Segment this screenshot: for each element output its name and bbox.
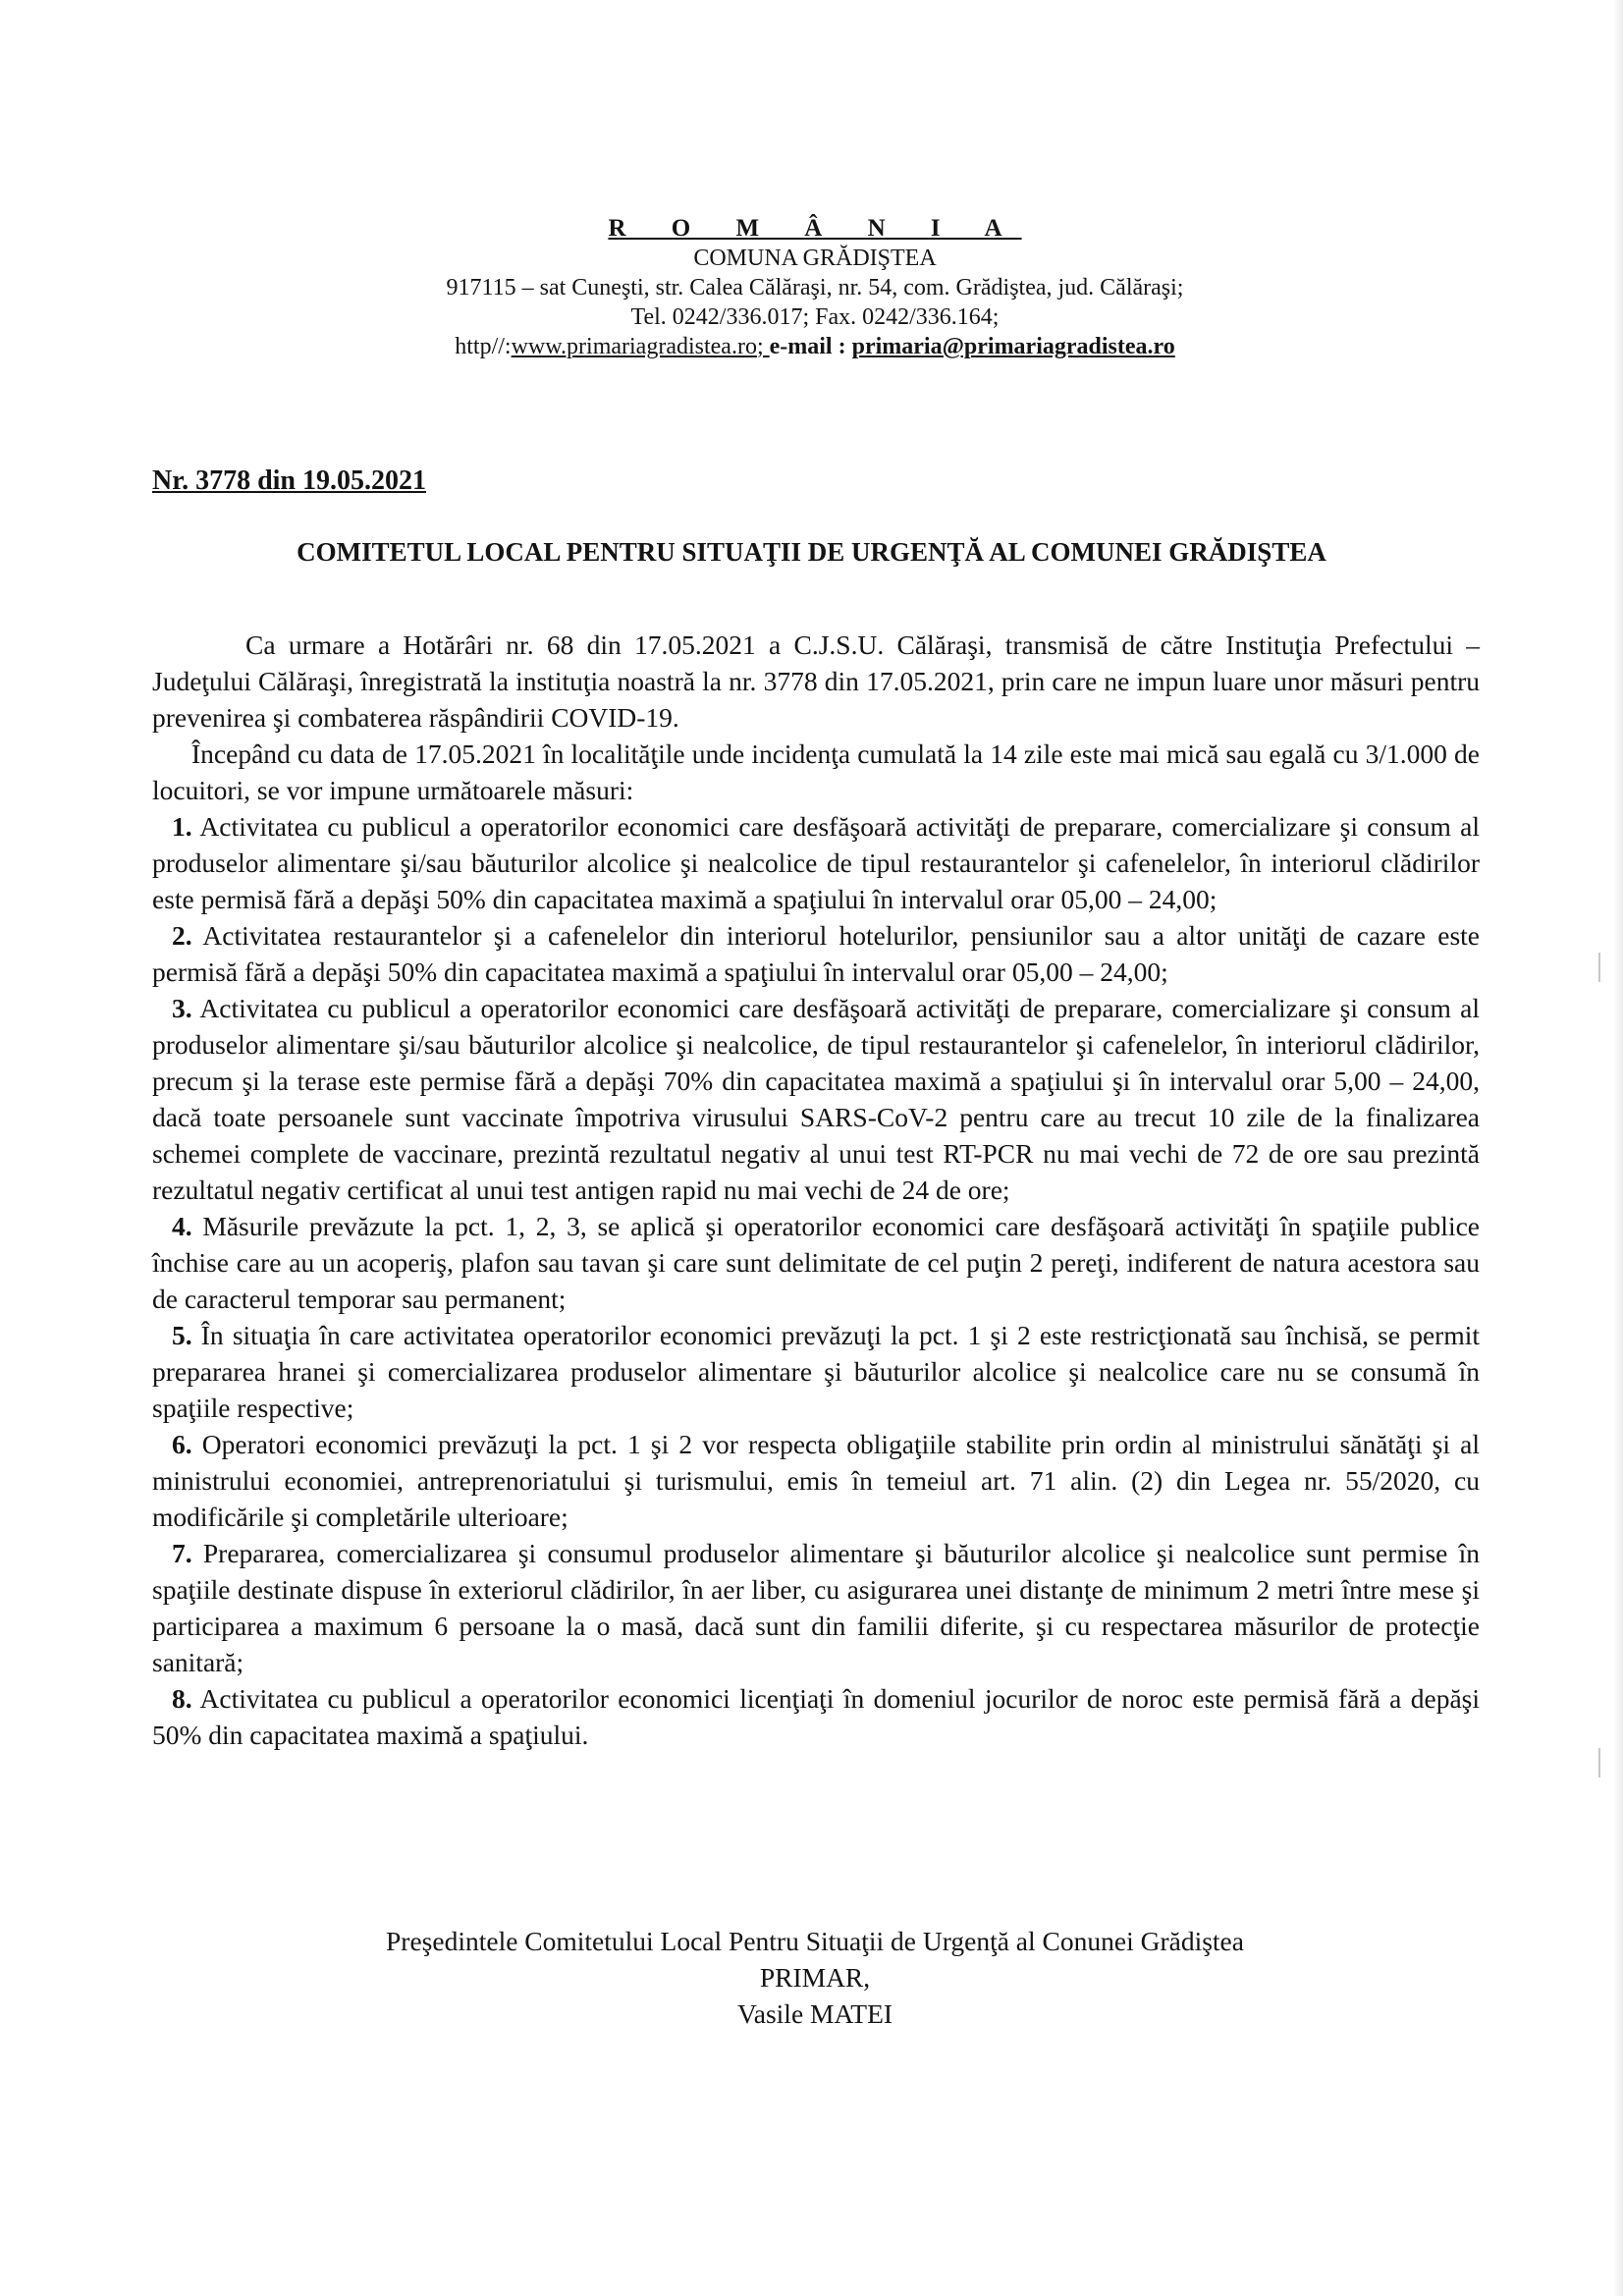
intro-paragraph: Începând cu data de 17.05.2021 în localităţile unde incidenţa cumulată la 14 zile este mai mică sau egală cu 3/1.000 de locuitori, se vor impune următoarele măsuri: bbox=[152, 738, 1480, 805]
signatory-title: PRIMAR, bbox=[759, 1962, 871, 1993]
measure-text: Activitatea cu publicul a operatorilor economici care desfăşoară activităţi de preparare, comercializare şi consum al produselor alimentare şi/sau băuturilor alcolice şi nealcolice, de tipul restaurantelor şi cafenelelor, în interiorul clădirilor, precum şi la terase este permise fără a depăşi 70% din capacitatea maximă a spaţiului şi în intervalul orar 5,00 – 24,00, dacă toate persoanele sunt vaccinate împotriva virusului SARS-CoV-2 pentru care au trecut 10 zile de la finalizarea schemei complete de vaccinare, prezintă rezultatul negativ al unui test RT-PCR nu mai vechi de 72 de ore sau prezintă rezultatul negativ certificat al unui test antigen rapid nu mai vechi de 24 de ore; bbox=[152, 993, 1480, 1205]
email-link[interactable]: primaria@primariagradistea.ro bbox=[851, 334, 1175, 359]
measure-number: 5. bbox=[172, 1320, 192, 1350]
measure-item bbox=[152, 1317, 1480, 1426]
scan-edge-shadow bbox=[1613, 0, 1623, 2296]
measure-item bbox=[152, 1426, 1480, 1535]
measure-text: Măsurile prevăzute la pct. 1, 2, 3, se aplică şi operatorilor economici care desfăşoară activităţi în spaţiile publice închise care au un acoperiş, plafon sau tavan şi care sunt delimitate de cel puţin 2 pereţi, indiferent de natura acestora sau de caracterul temporar sau permanent; bbox=[152, 1211, 1481, 1314]
contact-line bbox=[295, 332, 1335, 361]
signature-block bbox=[295, 1923, 1335, 2032]
letterhead bbox=[295, 214, 1335, 361]
measure-item bbox=[152, 1208, 1480, 1317]
email-label: e-mail : bbox=[769, 334, 852, 359]
registration-number: Nr. 3778 din 19.05.2021 bbox=[152, 465, 427, 496]
measure-number: 6. bbox=[172, 1429, 192, 1459]
document-title: COMITETUL LOCAL PENTRU SITUAŢII DE URGENŢĂ AL COMUNEI GRĂDIŞTEA bbox=[297, 537, 1326, 567]
measure-text: Activitatea restaurantelor şi a cafenelelor din interiorul hotelurilor, pensiunilor sau a altor unităţi de cazare este permisă fără a depăşi 50% din capacitatea maximă a spaţiului în intervalul orar 05,00 – 24,00; bbox=[152, 920, 1481, 987]
measure-item bbox=[152, 808, 1480, 917]
measure-item bbox=[152, 1535, 1480, 1680]
intro-paragraph: Ca urmare a Hotărâri nr. 68 din 17.05.2021 a C.J.S.U. Călăraşi, transmisă de către Instituţia Prefectului – Judeţului Călăraşi, înregistrată la instituţia noastră la nr. 3778 din 17.05.2021, prin care ne impun luare unor măsuri pentru prevenirea şi combaterea răspândirii COVID-19. bbox=[152, 629, 1480, 733]
measure-number: 7. bbox=[172, 1538, 192, 1568]
web-prefix: http//: bbox=[455, 334, 512, 359]
measure-number: 2. bbox=[172, 920, 192, 951]
measure-text: Activitatea cu publicul a operatorilor economici licenţiaţi în domeniul jocurilor de noroc este permisă fără a depăşi 50% din capacitatea maximă a spaţiului. bbox=[152, 1683, 1481, 1750]
signatory-role: Preşedintele Comitetului Local Pentru Situaţii de Urgenţă al Conunei Grădiştea bbox=[386, 1926, 1244, 1956]
scan-artifact bbox=[1598, 1748, 1600, 1777]
scan-artifact bbox=[1598, 953, 1600, 982]
measure-number: 3. bbox=[172, 993, 192, 1023]
postal-address: 917115 – sat Cuneşti, str. Calea Călăraşi, nr. 54, com. Grădiştea, jud. Călăraşi; bbox=[446, 275, 1184, 301]
commune-name: COMUNA GRĂDIŞTEA bbox=[693, 246, 937, 271]
signatory-name: Vasile MATEI bbox=[736, 1998, 893, 2029]
web-separator: ; bbox=[756, 334, 770, 359]
document-body bbox=[152, 627, 1480, 1753]
measure-number: 8. bbox=[172, 1683, 192, 1714]
measure-number: 1. bbox=[172, 811, 192, 842]
measure-text: Activitatea cu publicul a operatorilor economici care desfăşoară activităţi de preparare, comercializare şi consum al produselor alimentare şi/sau băuturilor alcolice şi nealcolice de tipul restaurantelor şi cafenelelor, în interiorul clădirilor este permisă fără a depăşi 50% din capacitatea maximă a spaţiului în intervalul orar 05,00 – 24,00; bbox=[152, 811, 1480, 914]
measure-text: Operatori economici prevăzuţi la pct. 1 şi 2 vor respecta obligaţiile stabilite prin ordin al ministrului sănătăţi şi al ministrului economiei, antreprenoriatului şi turismului, emis în temeiul art. 71 alin. (2) din Legea nr. 55/2020, cu modificările şi completările ulterioare; bbox=[152, 1429, 1480, 1532]
measure-item bbox=[152, 1680, 1480, 1753]
website-link[interactable]: www.primariagradistea.ro bbox=[511, 334, 757, 359]
measure-item bbox=[152, 990, 1480, 1208]
measure-item bbox=[152, 917, 1480, 990]
measure-text: Prepararea, comercializarea şi consumul produselor alimentare şi băuturilor alcolice şi nealcolice sunt permise în spaţiile destinate dispuse în exteriorul clădirilor, în aer liber, cu asigurarea unei distanţe de minimum 2 metri între mese şi participarea a maximum 6 persoane la o masă, dacă sunt din familii diferite, şi cu respectarea măsurilor de protecţie sanitară; bbox=[152, 1538, 1480, 1677]
phone-fax: Tel. 0242/336.017; Fax. 0242/336.164; bbox=[630, 304, 1000, 330]
measure-text: În situaţia în care activitatea operatorilor economici prevăzuţi la pct. 1 şi 2 este restricţionată sau închisă, se permit prepararea hranei şi comercializarea produselor alimentare şi băuturilor alcolice şi nealcolice care nu se consumă în spaţiile respective; bbox=[152, 1320, 1480, 1423]
measure-number: 4. bbox=[172, 1211, 192, 1241]
country-name: R O M Â N I A bbox=[608, 215, 1022, 242]
